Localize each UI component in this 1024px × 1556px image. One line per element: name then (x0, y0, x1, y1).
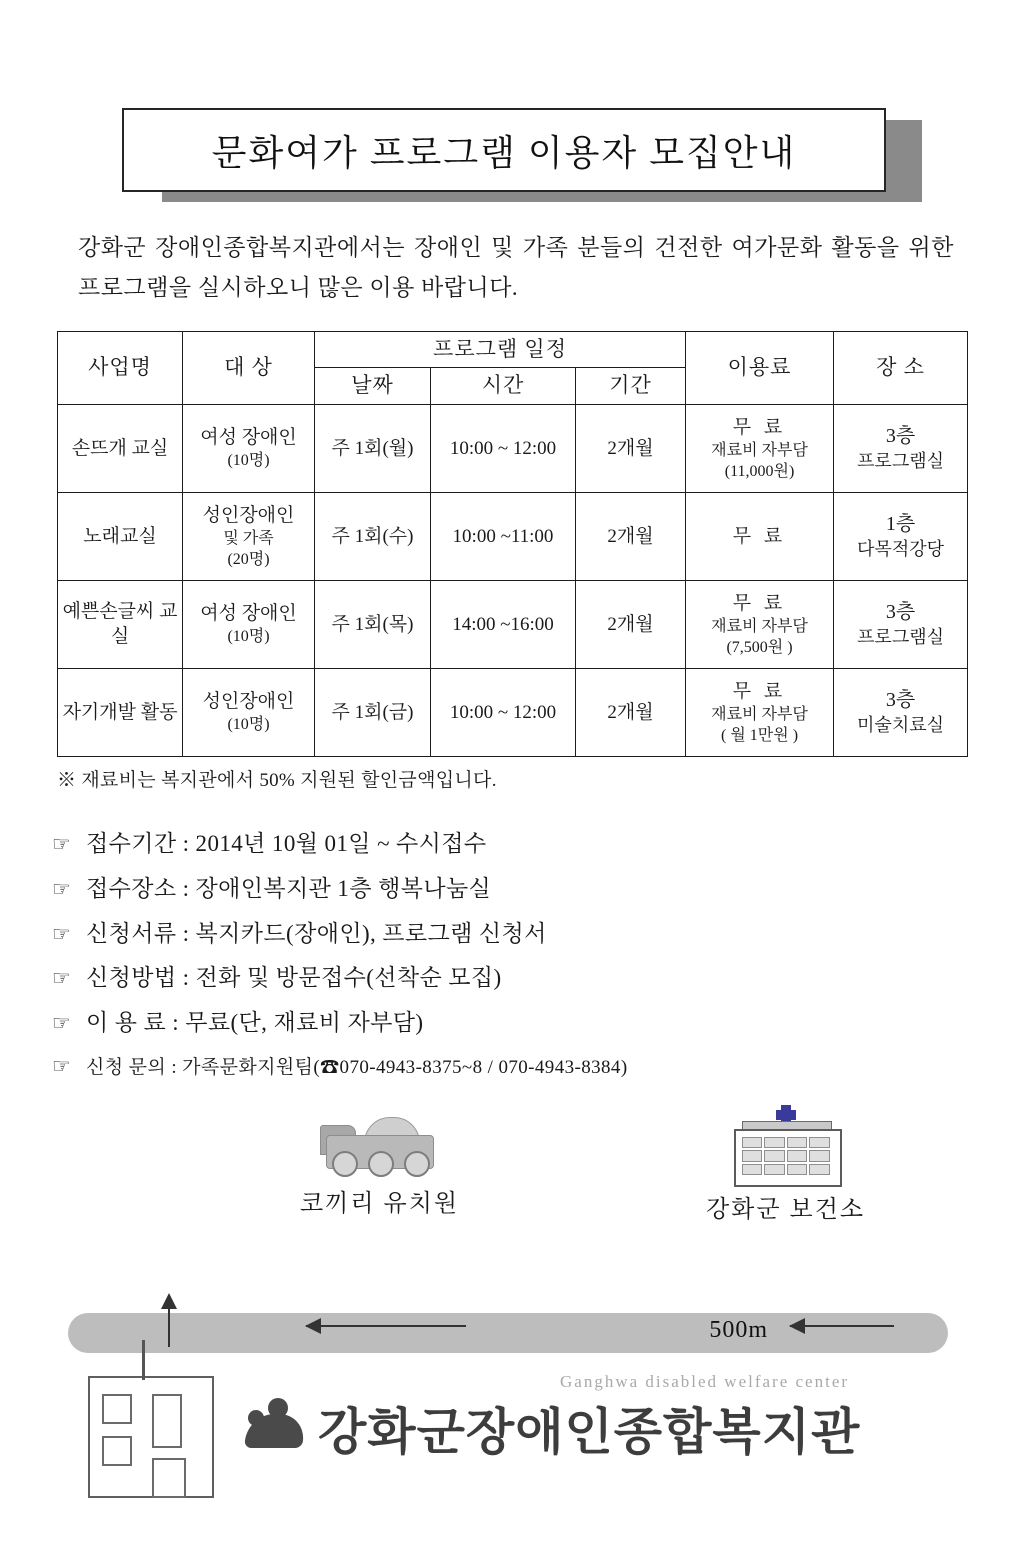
place-line1: 3층 (885, 425, 916, 448)
cell-target (183, 580, 315, 668)
cell-period: 2개월 (576, 668, 686, 756)
cell-period: 2개월 (576, 580, 686, 668)
cell-place (834, 668, 968, 756)
th-date: 날짜 (315, 368, 431, 405)
list-item (52, 822, 1024, 867)
cell-target (183, 492, 315, 580)
list-item (52, 912, 1024, 957)
place-line1: 1층 (885, 513, 916, 536)
target-sub: (10명) (227, 452, 270, 470)
table-row (58, 580, 968, 668)
fee-line3: ( 월 1만원 ) (721, 726, 799, 744)
page-title: 문화여가 프로그램 이용자 모집안내 (211, 132, 797, 173)
pointing-hand-icon: ☞ (52, 831, 72, 856)
title-banner (0, 108, 1024, 192)
fee-line2: 재료비 자부담 (711, 705, 808, 723)
table-row (58, 404, 968, 492)
logo-person-icon (246, 1398, 304, 1456)
road-bar (68, 1313, 948, 1353)
program-table (57, 331, 968, 757)
arrow-left-icon-2 (790, 1325, 894, 1327)
table-row (58, 668, 968, 756)
intro-paragraph: 강화군 장애인종합복지관에서는 장애인 및 가족 분들의 건전한 여가문화 활동을 위한 프로그램을 실시하오니 많은 이용 바랍니다. (78, 235, 954, 301)
cell-name: 자기개발 활동 (58, 668, 183, 756)
place-line2: 미술치료실 (857, 714, 944, 735)
pointing-hand-icon: ☞ (52, 876, 72, 901)
cell-place (834, 492, 968, 580)
cell-period: 2개월 (576, 492, 686, 580)
table-header-row-1 (58, 331, 968, 368)
cell-target (183, 404, 315, 492)
th-period: 기간 (576, 368, 686, 405)
landmark-kindergarten (300, 1115, 459, 1218)
hospital-icon (734, 1105, 838, 1183)
title-box (122, 108, 886, 192)
list-item (52, 1046, 1024, 1087)
distance-label: 500m (709, 1317, 768, 1344)
arrow-up-icon (168, 1307, 170, 1347)
table-note: ※ 재료비는 복지관에서 50% 지원된 할인금액입니다. (57, 769, 497, 791)
cell-time: 10:00 ~11:00 (431, 492, 576, 580)
landmark-health-center (706, 1105, 865, 1224)
fee-line2: 재료비 자부담 (711, 617, 808, 635)
target-sub: (10명) (227, 716, 270, 734)
place-line2: 프로그램실 (857, 450, 944, 471)
pointing-hand-icon: ☞ (52, 921, 72, 946)
target-mid: 및 가족 (223, 529, 274, 547)
place-line1: 3층 (885, 689, 916, 712)
fee-line3: (11,000원) (724, 462, 795, 480)
phone-contact-text: 신청 문의 : 가족문화지원팀(☎070-4943-8375~8 / 070-4943-8384) (86, 1057, 628, 1079)
landmark-left-label: 코끼리 유치원 (300, 1191, 460, 1218)
cell-fee (686, 580, 834, 668)
fee-line3: (7,500원 ) (726, 638, 793, 656)
target-main: 성인장애인 (202, 691, 295, 713)
target-sub: (10명) (227, 628, 270, 646)
cell-name: 손뜨개 교실 (58, 404, 183, 492)
place-line2: 다목적강당 (857, 538, 944, 559)
th-place: 장 소 (834, 331, 968, 404)
list-item (52, 956, 1024, 1001)
cell-time: 10:00 ~ 12:00 (431, 668, 576, 756)
cell-date: 주 1회(수) (315, 492, 431, 580)
cell-target (183, 668, 315, 756)
location-map (0, 1105, 1024, 1405)
cell-place (834, 580, 968, 668)
cell-period: 2개월 (576, 404, 686, 492)
place-line2: 프로그램실 (857, 626, 944, 647)
th-name: 사업명 (58, 331, 183, 404)
cell-fee (686, 492, 834, 580)
footer-logo (0, 1366, 1024, 1516)
fee-line2: 재료비 자부담 (711, 441, 808, 459)
fee-line1: 무 료 (732, 416, 787, 438)
th-fee: 이용료 (686, 331, 834, 404)
cell-date: 주 1회(월) (315, 404, 431, 492)
arrow-left-icon (306, 1325, 466, 1327)
cell-place (834, 404, 968, 492)
cell-fee (686, 404, 834, 492)
pointing-hand-icon: ☞ (52, 1054, 72, 1079)
cell-name: 노래교실 (58, 492, 183, 580)
list-item-text: 이 용 료 : 무료(단, 재료비 자부담) (86, 1010, 424, 1036)
list-item-text: 접수기간 : 2014년 10월 01일 ~ 수시접수 (86, 830, 487, 856)
th-schedule: 프로그램 일정 (315, 331, 686, 368)
th-target: 대 상 (183, 331, 315, 404)
logo-english-text: Ganghwa disabled welfare center (560, 1372, 850, 1391)
list-item-text: 접수장소 : 장애인복지관 1층 행복나눔실 (86, 875, 492, 901)
target-main: 여성 장애인 (200, 603, 297, 625)
list-item-text: 신청서류 : 복지카드(장애인), 프로그램 신청서 (86, 920, 547, 946)
fee-line1: 무 료 (732, 680, 787, 702)
info-list (52, 822, 1024, 1087)
fee-line1: 무 료 (732, 592, 787, 614)
cell-date: 주 1회(금) (315, 668, 431, 756)
cell-time: 14:00 ~16:00 (431, 580, 576, 668)
fee-line1: 무 료 (732, 525, 787, 547)
list-item (52, 1001, 1024, 1046)
logo-korean-text: 강화군장애인종합복지관 (318, 1404, 861, 1460)
welfare-center-building-icon (88, 1376, 214, 1498)
cell-name: 예쁜손글씨 교실 (58, 580, 183, 668)
pointing-hand-icon: ☞ (52, 966, 72, 991)
kindergarten-icon (320, 1115, 440, 1177)
place-line1: 3층 (885, 601, 916, 624)
pointing-hand-icon: ☞ (52, 1011, 72, 1036)
cell-fee (686, 668, 834, 756)
target-sub: (20명) (227, 550, 270, 568)
th-time: 시간 (431, 368, 576, 405)
cell-time: 10:00 ~ 12:00 (431, 404, 576, 492)
target-main: 여성 장애인 (200, 427, 297, 449)
table-row (58, 492, 968, 580)
document-page (0, 108, 1024, 1556)
target-main: 성인장애인 (202, 504, 295, 526)
cell-date: 주 1회(목) (315, 580, 431, 668)
list-item (52, 867, 1024, 912)
list-item-text: 신청방법 : 전화 및 방문접수(선착순 모집) (86, 965, 502, 991)
landmark-right-label: 강화군 보건소 (706, 1197, 866, 1224)
